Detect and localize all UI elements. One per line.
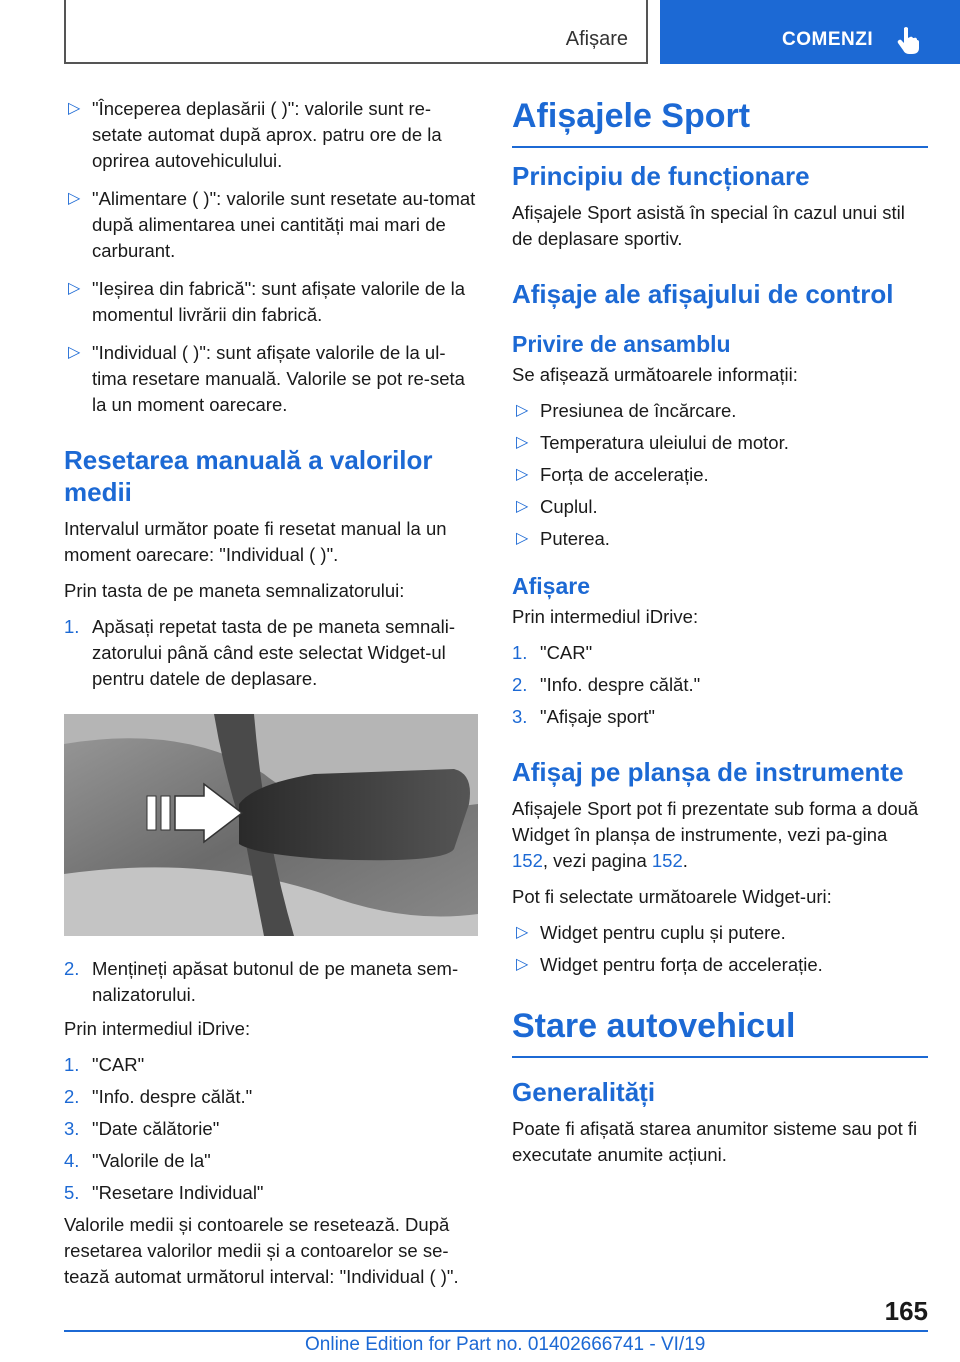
- subsection-heading-display: Afișare: [512, 573, 590, 599]
- list-item: ▷ "Alimentare ( )": valorile sunt resetate au-tomat după alimentarea unei cantități mai mari de carburant.: [68, 188, 476, 261]
- numbered-step: 3. "Date călătorie": [64, 1118, 220, 1139]
- page-link[interactable]: 152: [651, 850, 683, 871]
- list-item: ▷ Temperatura uleiului de motor.: [512, 430, 928, 456]
- triangle-bullet-icon: ▷: [516, 466, 529, 483]
- numbered-step: 1. Apăsați repetat tasta de pe maneta semnali-zatorului până când este selectat Widget-ul pentru datele de deplasare.: [64, 616, 456, 689]
- header-section-box: [64, 0, 648, 64]
- list-item: ▷ Widget pentru forța de accelerație.: [512, 952, 928, 978]
- numbered-step: 5. "Resetare Individual": [64, 1182, 264, 1203]
- numbered-step: 4. "Valorile de la": [64, 1150, 211, 1171]
- section-heading-cluster: Afișaj pe planșa de instrumente: [512, 757, 904, 787]
- section-heading-control: Afișaje ale afișajului de control: [512, 279, 894, 309]
- numbered-step: 2. "Info. despre călăt.": [64, 1086, 253, 1107]
- chapter-heading-status: Stare autovehicul: [512, 1006, 928, 1058]
- page-number: 165: [884, 1296, 928, 1326]
- numbered-step: 1. "CAR": [512, 642, 593, 663]
- paragraph: Prin intermediul iDrive:: [512, 606, 699, 627]
- triangle-bullet-icon: ▷: [68, 280, 81, 297]
- footer-divider: [64, 1330, 928, 1332]
- section-heading-principle: Principiu de funcționare: [512, 161, 810, 191]
- triangle-bullet-icon: ▷: [516, 530, 529, 547]
- section-heading-general: Generalități: [512, 1077, 656, 1107]
- triangle-bullet-icon: ▷: [68, 190, 81, 207]
- paragraph: Se afișează următoarele informații:: [512, 364, 798, 385]
- numbered-step: 3. "Afișaje sport": [512, 706, 655, 727]
- list-item: ▷ Puterea.: [512, 526, 928, 552]
- left-column: [64, 96, 478, 1300]
- triangle-bullet-icon: ▷: [516, 498, 529, 515]
- paragraph: Poate fi afișată starea anumitor sisteme sau pot fi executate anumite acțiuni.: [512, 1118, 918, 1165]
- list-item: ▷ Presiunea de încărcare.: [512, 398, 928, 424]
- list-item: ▷ Widget pentru cuplu și putere.: [512, 920, 928, 946]
- turn-signal-lever-image: [64, 714, 478, 936]
- paragraph: Pot fi selectate următoarele Widget-uri:: [512, 886, 832, 907]
- list-item: ▷ Forța de accelerație.: [512, 462, 928, 488]
- paragraph: Intervalul următor poate fi resetat manual la un moment oarecare: "Individual ( )".: [64, 518, 447, 565]
- triangle-bullet-icon: ▷: [516, 924, 529, 941]
- list-item: ▷ "Începerea deplasării ( )": valorile sunt re-setate automat după aprox. patru ore de la oprirea autovehiculului.: [68, 98, 442, 171]
- triangle-bullet-icon: ▷: [516, 402, 529, 419]
- numbered-step: 2. "Info. despre călăt.": [512, 674, 701, 695]
- section-heading-reset: Resetarea manuală a valorilor medii: [64, 445, 433, 507]
- triangle-bullet-icon: ▷: [516, 956, 529, 973]
- list-item: ▷ Cuplul.: [512, 494, 928, 520]
- page-link[interactable]: 152: [512, 850, 543, 871]
- footer-edition: Online Edition for Part no. 01402666741 - VI/19: [305, 1334, 706, 1355]
- triangle-bullet-icon: ▷: [516, 434, 529, 451]
- numbered-step: 2. Mențineți apăsat butonul de pe maneta sem-nalizatorului.: [64, 958, 459, 1005]
- paragraph: Afișajele Sport pot fi prezentate sub forma a două Widget în planșa de instrumente, vezi pa-gina 152, vezi pagina 152.: [512, 798, 919, 871]
- subsection-heading-overview: Privire de ansamblu: [512, 331, 731, 357]
- paragraph: Afișajele Sport asistă în special în cazul unui stil de deplasare sportiv.: [512, 202, 905, 249]
- hand-pointer-icon: [896, 26, 920, 54]
- paragraph: Prin intermediul iDrive:: [64, 1018, 251, 1039]
- list-item: ▷ "Ieșirea din fabrică": sunt afișate valorile de la momentul livrării din fabrică.: [68, 278, 466, 325]
- triangle-bullet-icon: ▷: [68, 344, 81, 361]
- chapter-heading-sport: Afișajele Sport: [512, 96, 928, 148]
- paragraph: Valorile medii și contoarele se resetează. După resetarea valorilor medii și a contoarelor se se-tează automat următorul interval: "Individual ( )".: [64, 1214, 459, 1287]
- numbered-step: 1. "CAR": [64, 1054, 145, 1075]
- paragraph: Prin tasta de pe maneta semnalizatorului:: [64, 580, 405, 601]
- header-section-title: Afișare: [565, 28, 628, 50]
- header-tab-label: COMENZI: [782, 29, 874, 50]
- triangle-bullet-icon: ▷: [68, 100, 81, 117]
- right-column: [512, 96, 928, 1178]
- list-item: ▷ "Individual ( )": sunt afișate valorile de la ul-tima resetare manuală. Valorile se pot re-seta la un moment oarecare.: [68, 342, 465, 415]
